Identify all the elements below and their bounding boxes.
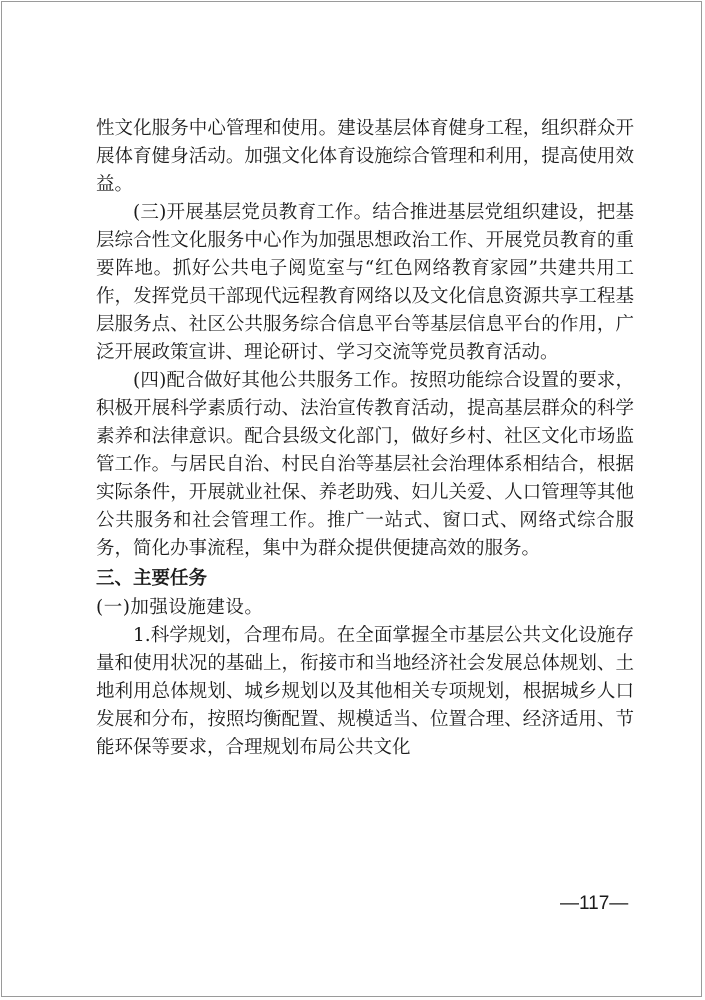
- paragraph-other-public-services: (四)配合做好其他公共服务工作。按照功能综合设置的要求，积极开展科学素质行动、法治宣传教育活动，提高基层群众的科学素养和法律意识。配合县级文化部门，做好乡村、社区文化市场监管工作。与居民自治、村民自治等基层社会治理体系相结合，根据实际条件，开展就业社保、养老助残、妇儿关爱、人口管理等其他公共服务和社会管理工作。推广一站式、窗口式、网络式综合服务，简化办事流程，集中为群众提供便捷高效的服务。: [96, 370, 634, 559]
- document-body: [96, 115, 634, 762]
- page-number: —117—: [560, 893, 629, 914]
- section-heading-main-tasks: 三、主要任务: [96, 568, 208, 589]
- paragraph-party-education: (三)开展基层党员教育工作。结合推进基层党组织建设，把基层综合性文化服务中心作为加强思想政治工作、开展党员教育的重要阵地。抓好公共电子阅览室与“红色网络教育家园”共建共用工作，发挥党员干部现代远程教育网络以及文化信息资源共享工程基层服务点、社区公共服务综合信息平台等基层信息平台的作用，广泛开展政策宣讲、理论研讨、学习交流等党员教育活动。: [96, 202, 634, 363]
- paragraph-continuation: 性文化服务中心管理和使用。建设基层体育健身工程，组织群众开展体育健身活动。加强文化体育设施综合管理和利用，提高使用效益。: [96, 118, 634, 195]
- paragraph-scientific-planning: 1.科学规划，合理布局。在全面掌握全市基层公共文化设施存量和使用状况的基础上，衔接市和当地经济社会发展总体规划、土地利用总体规划、城乡规划以及其他相关专项规划，根据城乡人口发展和分布，按照均衡配置、规模适当、位置合理、经济适用、节能环保等要求，合理规划布局公共文化: [96, 625, 634, 758]
- subsection-heading-facilities: (一)加强设施建设。: [96, 597, 264, 618]
